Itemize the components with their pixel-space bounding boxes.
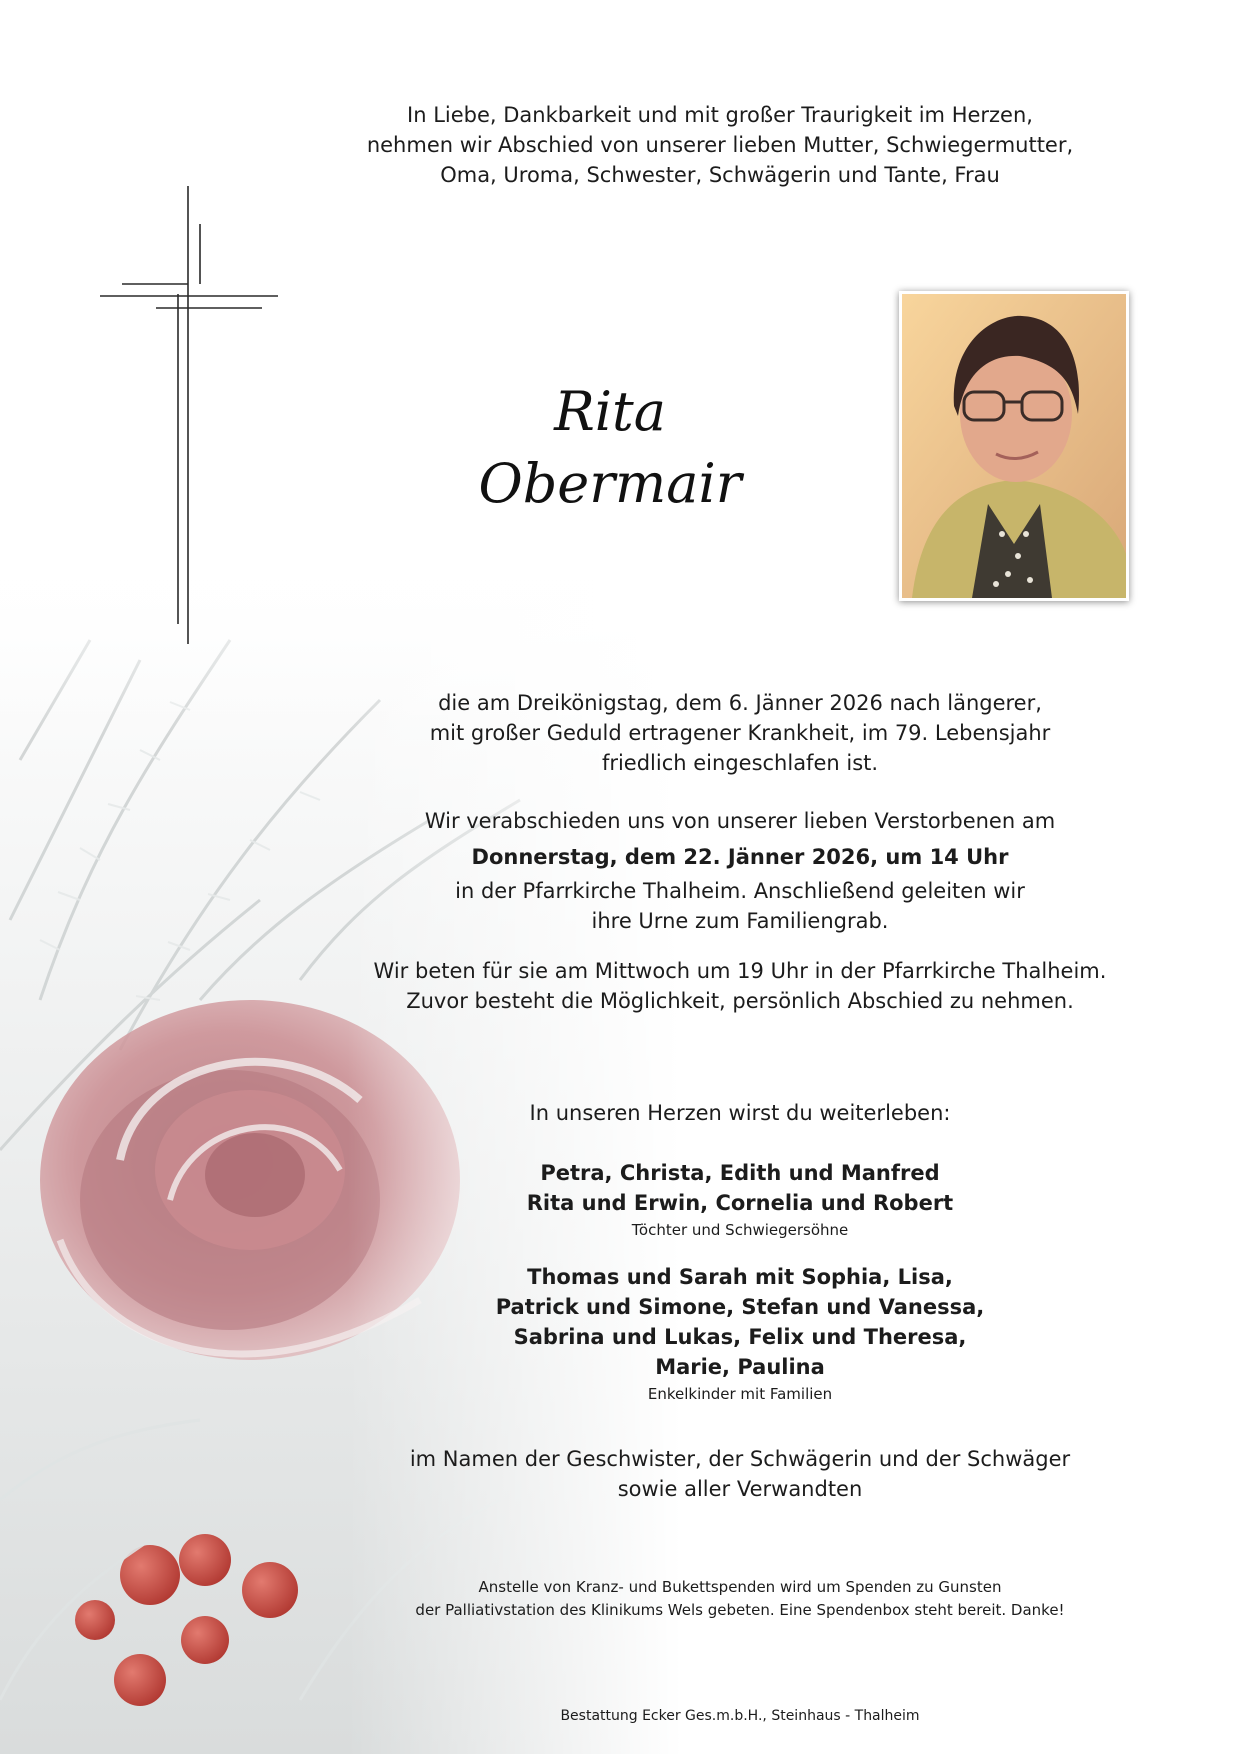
funeral-details (350, 806, 1130, 936)
mourner-role: Enkelkinder mit Familien (647, 1385, 833, 1403)
death-notice (390, 688, 1090, 778)
mourner-group-grandchildren (390, 1262, 1090, 1406)
prayer-notice (340, 956, 1140, 1016)
farewell-intro: Wir verabschieden uns von unserer lieben Verstorbenen am (424, 809, 1056, 833)
donation-line: Anstelle von Kranz- und Bukettspenden wird um Spenden zu Gunsten (478, 1578, 1002, 1596)
death-line: friedlich eingeschlafen ist. (601, 751, 879, 775)
portrait-photo (899, 291, 1129, 601)
last-name: Obermair (478, 452, 742, 515)
mourners-heading: In unseren Herzen wirst du weiterleben: (529, 1101, 951, 1125)
donation-notice (340, 1576, 1140, 1622)
mourner-names: Thomas und Sarah mit Sophia, Lisa, (527, 1265, 953, 1289)
death-line: mit großer Geduld ertragener Krankheit, im 79. Lebensjahr (429, 721, 1051, 745)
deceased-name (440, 376, 780, 520)
mourner-names: Sabrina und Lukas, Felix und Theresa, (513, 1325, 967, 1349)
funeral-date-time: Donnerstag, dem 22. Jänner 2026, um 14 Uhr (471, 845, 1009, 869)
mourner-names: Marie, Paulina (655, 1355, 825, 1379)
intro-line: Oma, Uroma, Schwester, Schwägerin und Tante, Frau (440, 163, 1000, 187)
intro-text (310, 100, 1130, 190)
siblings-line: sowie aller Verwandten (617, 1477, 863, 1501)
funeral-place-line: ihre Urne zum Familiengrab. (591, 909, 889, 933)
mourner-role: Töchter und Schwiegersöhne (631, 1221, 849, 1239)
first-name: Rita (554, 380, 666, 443)
prayer-line: Zuvor besteht die Möglichkeit, persönlich Abschied zu nehmen. (406, 989, 1074, 1013)
prayer-line: Wir beten für sie am Mittwoch um 19 Uhr in der Pfarrkirche Thalheim. (373, 959, 1107, 983)
funeral-place-line: in der Pfarrkirche Thalheim. Anschließend geleiten wir (455, 879, 1025, 903)
siblings-notice (340, 1444, 1140, 1504)
mourner-names: Patrick und Simone, Stefan und Vanessa, (495, 1295, 985, 1319)
funeral-home-footer: Bestattung Ecker Ges.m.b.H., Steinhaus - Thalheim (560, 1708, 920, 1724)
intro-line: In Liebe, Dankbarkeit und mit großer Traurigkeit im Herzen, (407, 103, 1033, 127)
intro-line: nehmen wir Abschied von unserer lieben Mutter, Schwiegermutter, (366, 133, 1074, 157)
mourner-names: Petra, Christa, Edith und Manfred (540, 1161, 940, 1185)
mourner-group-daughters (390, 1158, 1090, 1242)
cross-icon (96, 184, 286, 654)
donation-line: der Palliativstation des Klinikums Wels gebeten. Eine Spendenbox steht bereit. Danke! (415, 1601, 1065, 1619)
siblings-line: im Namen der Geschwister, der Schwägerin und der Schwäger (409, 1447, 1071, 1471)
mourner-names: Rita und Erwin, Cornelia und Robert (526, 1191, 954, 1215)
death-line: die am Dreikönigstag, dem 6. Jänner 2026 nach längerer, (438, 691, 1042, 715)
